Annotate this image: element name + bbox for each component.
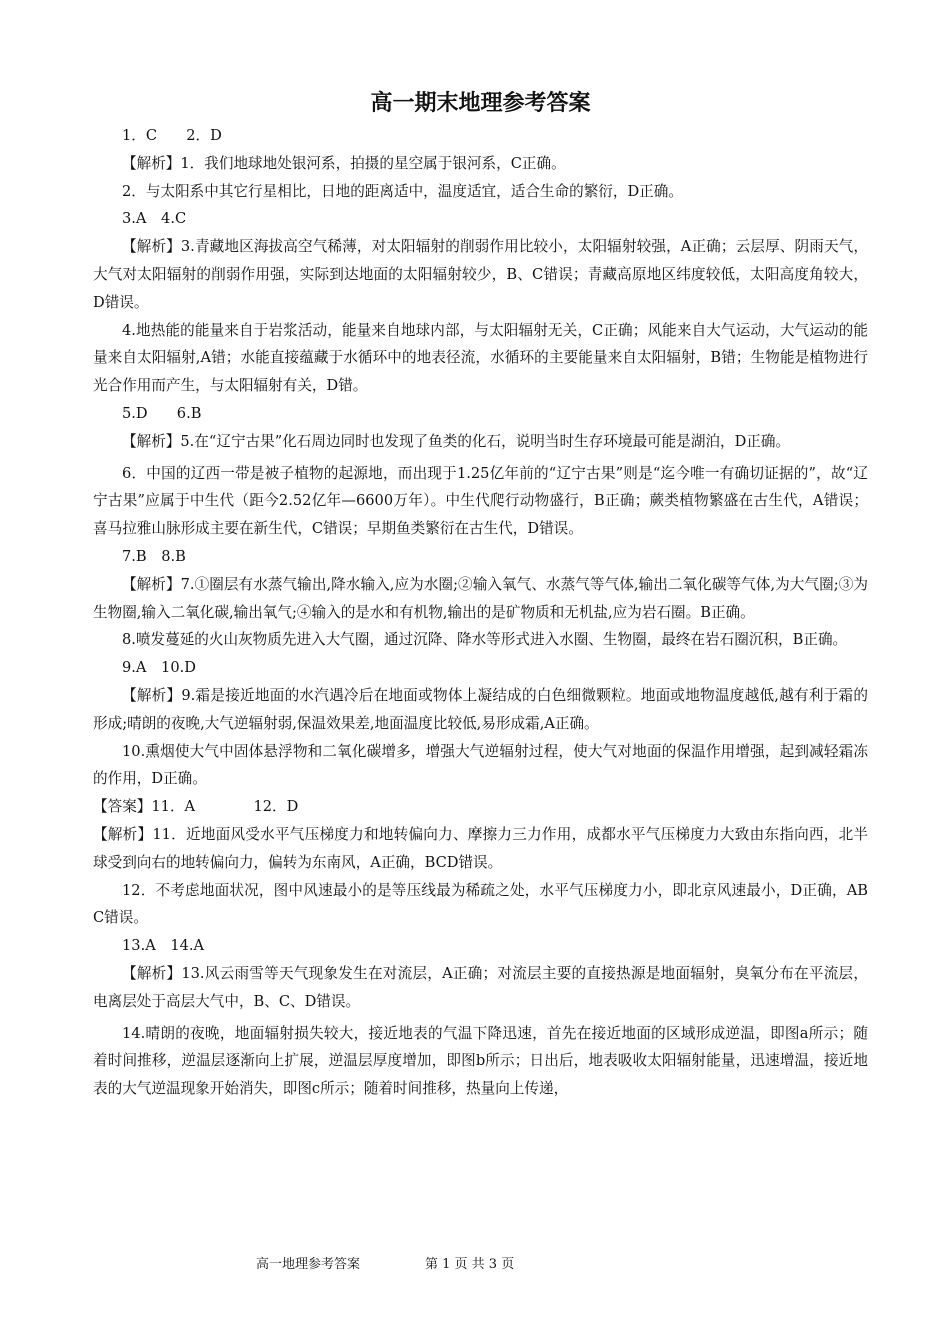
- analysis-q6: 6．中国的辽西一带是被子植物的起源地，而出现于1.25亿年前的“辽宁古果”则是“迄今唯一有确切证据的”，故“辽宁古果”应属于中生代（距今2.52亿年—6600万年）。中生代爬行动物盛行，B正确；蕨类植物繁盛在古生代，A错误；喜马拉雅山脉形成主要在新生代，C错误；早期鱼类繁衍在古生代，D错误。: [93, 464, 868, 538]
- answer-line-3-4: 3.A 4.C: [122, 210, 187, 228]
- analysis-q1: 【解析】1．我们地球地处银河系，拍摄的星空属于银河系，C正确。: [122, 154, 566, 172]
- analysis-q10: 10.熏烟使大气中固体悬浮物和二氧化碳增多，增强大气逆辐射过程，使大气对地面的保温作用增强，起到减轻霜冻的作用，D正确。: [93, 742, 868, 788]
- analysis-q12: 12．不考虑地面状况，图中风速最小的是等压线最为稀疏之处，水平气压梯度力小，即北京风速最小，D正确，ABC错误。: [93, 881, 868, 927]
- analysis-q7: 【解析】7.①圈层有水蒸气输出,降水输入,应为水圈;②输入氧气、水蒸气等气体,输出二氧化碳等气体,为大气圈;③为生物圈,输入二氧化碳,输出氧气;④输入的是水和有机物,输出的是矿物质和无机盐,应为岩石圈。B正确。: [93, 575, 868, 621]
- analysis-q14: 14.晴朗的夜晚，地面辐射损失较大，接近地表的气温下降迅速，首先在接近地面的区域形成逆温，即图a所示；随着时间推移，逆温层逐渐向上扩展，逆温层厚度增加，即图b所示；日出后，地表吸收太阳辐射能量，迅速增温，接近地表的大气逆温现象开始消失，即图c所示；随着时间推移，热量向上传递，: [93, 1024, 868, 1098]
- document-title: 高一期末地理参考答案: [370, 91, 591, 116]
- answer-line-13-14: 13.A 14.A: [122, 937, 205, 955]
- analysis-q13: 【解析】13.风云雨雪等天气现象发生在对流层，A正确；对流层主要的直接热源是地面辐射，臭氧分布在平流层，电离层处于高层大气中，B、C、D错误。: [93, 964, 868, 1010]
- answer-line-9-10: 9.A 10.D: [122, 659, 196, 677]
- analysis-q3: 【解析】3.青藏地区海拔高空气稀薄，对太阳辐射的削弱作用比较小，太阳辐射较强，A正确；云层厚、阴雨天气，大气对太阳辐射的削弱作用强，实际到达地面的太阳辐射较少，B、C错误；青藏高原地区纬度较低，太阳高度角较大，D错误。: [93, 238, 868, 311]
- analysis-q8: 8.喷发蔓延的火山灰物质先进入大气圈，通过沉降、降水等形式进入水圈、生物圈，最终在岩石圈沉积，B正确。: [122, 631, 848, 649]
- analysis-q9: 【解析】9.霜是接近地面的水汽遇冷后在地面或物体上凝结成的白色细微颗粒。地面或地物温度越低,越有利于霜的形成;晴朗的夜晚,大气逆辐射弱,保温效果差,地面温度比较低,易形成霜,A正确。: [93, 686, 868, 732]
- page-footer: 高一地理参考答案 第 1 页 共 3 页: [256, 1257, 515, 1272]
- analysis-q5: 【解析】5.在“辽宁古果”化石周边同时也发现了鱼类的化石，说明当时生存环境最可能是湖泊，D正确。: [122, 432, 791, 450]
- document-page: [93, 88, 868, 1103]
- analysis-q2: 2．与太阳系中其它行星相比，日地的距离适中，温度适宜，适合生命的繁衍，D正确。: [122, 182, 683, 200]
- answer-line-1-2: 1．C 2．D: [122, 127, 222, 144]
- answer-line-5-6: 5.D 6.B: [122, 404, 202, 422]
- analysis-q4: 4.地热能的能量来自于岩浆活动，能量来自地球内部，与太阳辐射无关，C正确；风能来自大气运动，大气运动的能量来自太阳辐射,A错；水能直接蕴藏于水循环中的地表径流，水循环的主要能量来自太阳辐射，B错；生物能是植物进行光合作用而产生，与太阳辐射有关，D错。: [93, 321, 868, 395]
- answer-line-11-12: 【答案】11．A 12．D: [93, 798, 299, 816]
- answer-line-7-8: 7.B 8.B: [122, 547, 186, 565]
- analysis-q11: 【解析】11．近地面风受水平气压梯度力和地转偏向力、摩擦力三力作用，成都水平气压梯度力大致由东指向西，北半球受到向右的地转偏向力，偏转为东南风，A正确，BCD错误。: [93, 825, 868, 871]
